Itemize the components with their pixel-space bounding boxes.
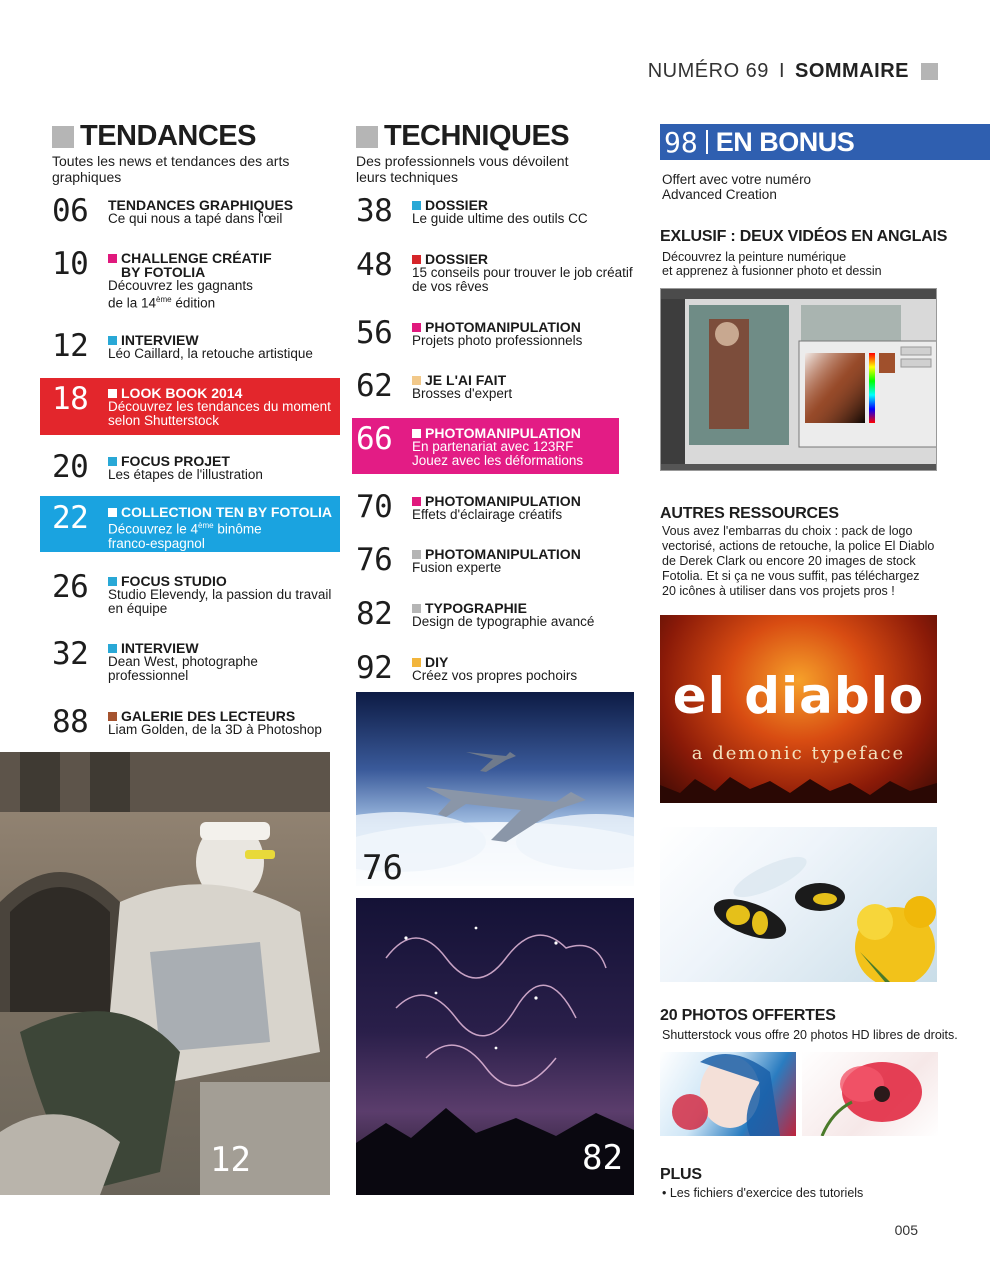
- entry-desc: Liam Golden, de la 3D à Photoshop: [108, 722, 322, 737]
- entry-category: [108, 251, 272, 265]
- entry-category-label: FOCUS STUDIO: [121, 573, 227, 589]
- resources-line: Fotolia. Et si ça ne vous suffit, pas téléchargez: [662, 569, 920, 583]
- entry-desc: Créez vos propres pochoirs: [412, 668, 578, 683]
- entry-desc-part: édition: [171, 295, 216, 311]
- category-square-icon: [412, 497, 421, 506]
- entry-category: [412, 494, 581, 508]
- entry-desc: Les étapes de l'illustration: [108, 467, 263, 482]
- toc-entry[interactable]: [356, 193, 588, 229]
- highlight-cyan-bar[interactable]: [40, 496, 340, 552]
- watercolor-poppy-photo: [802, 1052, 938, 1136]
- bonus-divider: [706, 130, 708, 154]
- entry-category-label: TENDANCES GRAPHIQUES: [108, 197, 294, 213]
- category-square-icon: [108, 457, 117, 466]
- techniques-title: TECHNIQUES: [384, 120, 570, 152]
- page-num: 92: [356, 650, 393, 686]
- entry-category: [412, 426, 583, 440]
- toc-entry[interactable]: [356, 596, 595, 632]
- masthead-separator: I: [778, 60, 785, 82]
- toc-entry[interactable]: [52, 381, 352, 428]
- flames-silhouette: [660, 773, 937, 803]
- category-square-icon: [108, 577, 117, 586]
- entry-category-label: INTERVIEW: [121, 640, 199, 656]
- bonus-banner[interactable]: [660, 124, 990, 160]
- category-square-icon: [412, 255, 421, 264]
- page-num: 56: [356, 315, 393, 351]
- toc-entry[interactable]: [52, 569, 332, 616]
- typography-photo: [356, 898, 634, 1195]
- tendances-title: TENDANCES: [80, 120, 256, 152]
- category-square-icon: [412, 604, 421, 613]
- entry-desc: Jouez avec les déformations: [412, 453, 584, 468]
- plus-title: PLUS: [660, 1166, 702, 1183]
- resources-desc: [662, 524, 982, 599]
- watercolor-face-photo: [660, 1052, 796, 1136]
- category-square-icon: [108, 389, 117, 398]
- entry-category: [412, 252, 633, 266]
- category-square-icon: [108, 712, 117, 721]
- toc-entry[interactable]: [52, 193, 294, 229]
- el-diablo-image: [660, 615, 937, 803]
- resources-line: Vous avez l'embarras du choix : pack de logo: [662, 524, 913, 538]
- toc-entry[interactable]: [356, 542, 581, 578]
- watercolor-face-illustration: [660, 1052, 796, 1136]
- techniques-heading: [356, 120, 569, 153]
- entry-category-label: PHOTOMANIPULATION: [425, 319, 581, 335]
- entry-desc: Découvrez les gagnants: [108, 278, 253, 293]
- entry-category-label: PHOTOMANIPULATION: [425, 493, 581, 509]
- bonus-title: EN BONUS: [715, 126, 855, 157]
- plus-item: • Les fichiers d'exercice des tutoriels: [662, 1186, 864, 1200]
- entry-category: [412, 601, 594, 615]
- toc-entry[interactable]: [52, 449, 263, 485]
- entry-desc: Léo Caillard, la retouche artistique: [108, 346, 313, 361]
- entry-desc: de vos rêves: [412, 279, 489, 294]
- entry-category: [412, 373, 512, 387]
- entry-desc: 15 conseils pour trouver le job créatif: [412, 265, 633, 280]
- page-num: 32: [52, 636, 89, 672]
- toc-entry[interactable]: [356, 650, 578, 686]
- statue-photo: [0, 752, 330, 1195]
- entry-desc: Studio Elevendy, la passion du travail: [108, 587, 332, 602]
- masthead: [648, 60, 938, 83]
- entry-category-label: DIY: [425, 654, 449, 670]
- highlight-magenta-bar[interactable]: [352, 418, 619, 474]
- entry-desc-part: binôme: [213, 521, 262, 537]
- techniques-subtitle-line: leurs techniques: [356, 169, 458, 185]
- exclusive-desc-line: et apprenez à fusionner photo et dessin: [662, 264, 882, 278]
- entry-desc: selon Shutterstock: [108, 413, 220, 428]
- toc-entry[interactable]: [356, 315, 583, 351]
- entry-category: [108, 574, 331, 588]
- tendances-subtitle: [52, 153, 289, 185]
- toc-entry[interactable]: [356, 247, 633, 294]
- watercolor-poppy-illustration: [802, 1052, 938, 1136]
- page-num: 06: [52, 193, 89, 229]
- page-num: 38: [356, 193, 393, 229]
- resources-line: 20 icônes à utiliser dans vos projets pros !: [662, 584, 895, 598]
- tendances-heading: [52, 120, 256, 153]
- category-square-icon: [412, 658, 421, 667]
- entry-desc: [108, 293, 272, 311]
- techniques-subtitle-line: Des professionnels vous dévoilent: [356, 153, 569, 169]
- photo-page-num: 76: [362, 848, 403, 886]
- entry-category-label: INTERVIEW: [121, 332, 199, 348]
- exclusive-title: EXLUSIF : DEUX VIDÉOS EN ANGLAIS: [660, 228, 948, 245]
- photos-desc: Shutterstock vous offre 20 photos HD libres de droits.: [662, 1028, 958, 1042]
- entry-category-label: PHOTOMANIPULATION: [425, 546, 581, 562]
- entry-desc: Design de typographie avancé: [412, 614, 595, 629]
- bonus-intro: [662, 172, 811, 202]
- category-square-icon: [412, 376, 421, 385]
- entry-category: BY FOTOLIA: [121, 264, 206, 280]
- entry-desc: Brosses d'expert: [412, 386, 513, 401]
- issue-number: NUMÉRO 69: [647, 60, 769, 82]
- page-num: 66: [356, 421, 393, 457]
- entry-category-label: PHOTOMANIPULATION: [425, 425, 581, 441]
- entry-category-label: DOSSIER: [425, 197, 489, 213]
- page-num: 18: [52, 381, 89, 417]
- entry-category: [108, 641, 258, 655]
- jet-photo: [356, 692, 634, 886]
- exclusive-desc: [662, 250, 882, 278]
- section-title: SOMMAIRE: [795, 60, 909, 82]
- resources-line: vectorisé, actions de retouche, la police El Diablo: [662, 539, 935, 553]
- entry-desc: Ce qui nous a tapé dans l'œil: [108, 211, 283, 226]
- toc-entry[interactable]: [52, 246, 272, 311]
- page-num: 82: [356, 596, 393, 632]
- entry-category-label: JE L'AI FAIT: [425, 372, 507, 388]
- toc-entry[interactable]: [52, 636, 258, 683]
- entry-desc-part: de la 14: [108, 295, 157, 311]
- page-num: 12: [52, 328, 89, 364]
- photoshop-screenshot: [660, 288, 937, 471]
- entry-desc: Projets photo professionnels: [412, 333, 583, 348]
- entry-category: [108, 198, 293, 212]
- page-num: 88: [52, 704, 89, 740]
- entry-category-label: COLLECTION TEN BY FOTOLIA: [121, 504, 333, 520]
- bonus-intro-line: Advanced Creation: [662, 187, 777, 202]
- page-num: 76: [356, 542, 393, 578]
- entry-desc: Dean West, photographe: [108, 654, 258, 669]
- entry-desc: Le guide ultime des outils CC: [412, 211, 588, 226]
- entry-desc: franco-espagnol: [108, 535, 205, 551]
- resources-title: AUTRES RESSOURCES: [660, 505, 839, 522]
- entry-category-label: GALERIE DES LECTEURS: [121, 708, 296, 724]
- photo-page-num: 82: [582, 1138, 623, 1178]
- photoshop-illustration: [661, 289, 937, 471]
- entry-desc: [108, 519, 332, 537]
- entry-category-label: CHALLENGE CRÉATIF: [121, 250, 272, 266]
- entry-desc: Effets d'éclairage créatifs: [412, 507, 563, 522]
- entry-category-label: DOSSIER: [425, 251, 489, 267]
- entry-category: [108, 386, 331, 400]
- page-num: 22: [52, 500, 89, 536]
- toc-entry[interactable]: [356, 421, 623, 468]
- entry-category: [108, 505, 332, 519]
- entry-category: [412, 547, 581, 561]
- bonus-page-num: 98: [664, 125, 698, 159]
- entry-category: [412, 198, 588, 212]
- photos-title: 20 PHOTOS OFFERTES: [660, 1007, 836, 1024]
- entry-desc: professionnel: [108, 668, 189, 683]
- highlight-red-bar[interactable]: [40, 378, 340, 435]
- techniques-subtitle: [356, 153, 568, 185]
- category-square-icon: [412, 201, 421, 210]
- entry-category: [108, 333, 313, 347]
- tendances-subtitle-line: Toutes les news et tendances des arts: [52, 153, 290, 169]
- gray-square-icon: [52, 126, 74, 148]
- photo-page-num: 12: [210, 1140, 251, 1180]
- wasp-photo: [660, 827, 937, 982]
- entry-desc: Fusion experte: [412, 560, 502, 575]
- page-num: 70: [356, 489, 393, 525]
- toc-entry[interactable]: [356, 368, 513, 404]
- page-num: 10: [52, 246, 89, 282]
- entry-desc-part: Découvrez le 4: [108, 521, 199, 537]
- wasp-illustration: [660, 827, 937, 982]
- entry-desc-sup: ème: [198, 521, 214, 530]
- gray-square-icon: [356, 126, 378, 148]
- toc-entry[interactable]: [52, 500, 352, 551]
- statue-illustration: [0, 752, 330, 1195]
- entry-category: [412, 320, 582, 334]
- entry-desc: En partenariat avec 123RF: [412, 439, 574, 454]
- tendances-subtitle-line: graphiques: [52, 169, 122, 185]
- entry-category-label: LOOK BOOK 2014: [121, 385, 243, 401]
- entry-category: [412, 655, 577, 669]
- toc-entry[interactable]: [52, 704, 322, 740]
- category-square-icon: [412, 429, 421, 438]
- resources-line: de Derek Clark ou encore 20 images de stock: [662, 554, 916, 568]
- page-num: 26: [52, 569, 89, 605]
- entry-category: [108, 709, 322, 723]
- toc-entry[interactable]: [52, 328, 313, 364]
- diablo-subtitle: a demonic typeface: [691, 743, 906, 764]
- bonus-intro-line: Offert avec votre numéro: [662, 172, 812, 187]
- category-square-icon: [108, 508, 117, 517]
- entry-desc: en équipe: [108, 601, 168, 616]
- page-num: 62: [356, 368, 393, 404]
- category-square-icon: [108, 336, 117, 345]
- entry-desc: Découvrez les tendances du moment: [108, 399, 331, 414]
- entry-category-label: TYPOGRAPHIE: [425, 600, 527, 616]
- entry-desc-sup: ème: [156, 295, 172, 304]
- gray-square-icon: [921, 63, 938, 80]
- category-square-icon: [412, 550, 421, 559]
- page-num: 48: [356, 247, 393, 283]
- category-square-icon: [108, 254, 117, 263]
- toc-entry[interactable]: [356, 489, 581, 525]
- entry-category: [108, 454, 263, 468]
- exclusive-desc-line: Découvrez la peinture numérique: [662, 250, 847, 264]
- category-square-icon: [108, 644, 117, 653]
- diablo-title: el diablo: [672, 667, 925, 725]
- category-square-icon: [412, 323, 421, 332]
- entry-category-label: FOCUS PROJET: [121, 453, 230, 469]
- page-num: 20: [52, 449, 89, 485]
- page-number: 005: [894, 1222, 918, 1238]
